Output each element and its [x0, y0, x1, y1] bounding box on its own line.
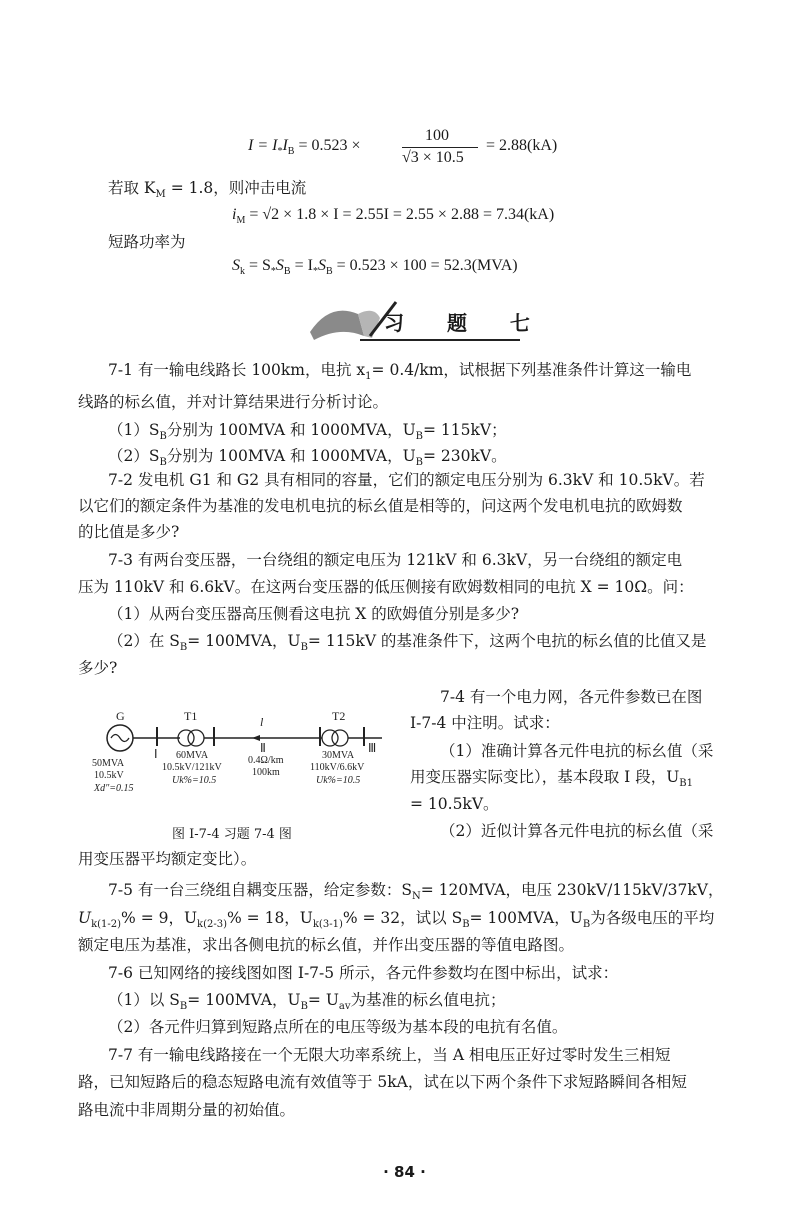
eq-val: = 0.523 ×	[298, 137, 361, 154]
sk-eq2: = I	[294, 257, 313, 274]
section-title: 习 题 七	[384, 311, 548, 335]
p74-line6: （2）近似计算各元件电抗的标幺值（采	[440, 822, 714, 840]
seg1-label: Ⅰ	[154, 747, 158, 761]
book-icon	[310, 311, 364, 340]
p71-item1: $(1)S_B$分别为 100MVA 和 1000MVA，$U_B= 115kV$；	[108, 421, 507, 443]
p71-line1: 7-1 有一输电线路长 100km，电抗 $x_1= 0.4/km$，试根据下列基准条件计算这一输电	[108, 361, 692, 383]
km-rest: = 1.8，则冲击电流	[170, 179, 307, 197]
p75-b6: 为各级电压的平均	[590, 909, 715, 927]
km-label: 若取 K	[108, 179, 156, 197]
t1-param-2: 10.5kV/121kV	[162, 762, 222, 773]
p73-line4: （2）在 $S_B= 100MVA$，$U_B= 115kV$ 的基准条件下，这两个电抗的标幺值的比值又是	[108, 632, 707, 654]
line-param-1: 0.4Ω/km	[248, 755, 284, 766]
t1-winding-b-icon	[188, 730, 204, 746]
eq-lhs: I = I	[248, 137, 278, 154]
p75-a2: = 120MVA，电压 230kV/115kV/37kV，	[420, 881, 724, 899]
p72-line3: 的比值是多少?	[78, 523, 180, 541]
equation-fraction-num: 100	[425, 127, 449, 144]
g-param-1: 50MVA	[92, 758, 125, 769]
line-param-2: 100km	[252, 767, 280, 778]
p71-1b: 分别为 100MVA 和 1000MVA，U	[166, 421, 416, 439]
p76-b4: 为基准的标幺值电抗；	[350, 991, 506, 1009]
p71-1c: = 115kV；	[423, 421, 507, 439]
page-number: · 84 ·	[383, 1163, 426, 1181]
equation-current: $I = I_*I_B = 0.523$ ×	[248, 137, 361, 158]
p74-line3: （1）准确计算各元件电抗的标幺值（采	[440, 742, 714, 760]
p74-d: 用变压器实际变比），基本段取 Ⅰ 段，U	[410, 768, 680, 786]
t2-label: T2	[332, 709, 346, 723]
g-label: G	[116, 709, 125, 723]
p75-line2: $U_{k(1-2)}\% = 9$，$U_{k(2-3)}\% = 18$，$U_{k(3-1)}\% = 32$，试以 $S_B= 100MVA$，$U_B$为各级电压的平均	[78, 909, 715, 931]
p71-line2: 线路的标幺值，并对计算结果进行分析讨论。	[78, 393, 389, 411]
t1-param-1: 60MVA	[176, 750, 209, 761]
line-label: l	[260, 715, 264, 729]
p76-b1: （1）以 S	[108, 991, 180, 1009]
seg2-label: Ⅱ	[260, 741, 266, 755]
short-circuit-power-intro: 短路功率为	[108, 233, 186, 251]
p71-2c: = 230kV。	[423, 447, 507, 465]
figure-caption: 图 Ⅰ-7-4 习题 7-4 图	[172, 827, 292, 842]
p75-line3: 额定电压为基准，求出各侧电抗的标幺值，并作出变压器的等值电路图。	[78, 936, 575, 954]
t2-param-2: 110kV/6.6kV	[310, 762, 365, 773]
arrow-icon	[252, 735, 260, 741]
circuit-diagram	[82, 700, 392, 810]
p75-b5: = 100MVA，U	[469, 909, 583, 927]
p73-line2: 压为 110kV 和 6.6kV。在这两台变压器的低压侧接有欧姆数相同的电抗 X = 10Ω。问：	[78, 578, 694, 596]
p75-b3: % = 18，U	[227, 909, 313, 927]
eq-mid: I	[282, 137, 288, 154]
p76-b3: = U	[307, 991, 339, 1009]
p74-line7: 用变压器平均额定变比）。	[78, 850, 257, 868]
km-line: 若取 $K_M = 1.8$，则冲击电流	[108, 179, 307, 201]
g-param-2: 10.5kV	[94, 770, 124, 781]
p71-b: = 0.4/km，试根据下列基准条件计算这一输电	[371, 361, 692, 379]
p76-line2: （1）以 $S_B= 100MVA$，$U_B= U_{av}$为基准的标幺值电抗；	[108, 991, 506, 1013]
sk-eq3: = 0.523 × 100 = 52.3(MVA)	[336, 257, 518, 274]
p71-item2: $(2)S_B$分别为 100MVA 和 1000MVA，$U_B= 230kV$。	[108, 447, 507, 469]
p76-b2: = 100MVA，U	[187, 991, 301, 1009]
g-param-3: Xd″=0.15	[94, 783, 134, 794]
p73-d3: = 115kV 的基准条件下，这两个电抗的标幺值的比值又是	[307, 632, 707, 650]
p76-line3: （2）各元件归算到短路点所在的电压等级为基本段的电抗有名值。	[108, 1018, 568, 1036]
p73-d1: （2）在 S	[108, 632, 180, 650]
p75-b2: % = 9，U	[121, 909, 198, 927]
p71-a: 7-1 有一输电线路长 100km，电抗 x	[108, 361, 366, 379]
t2-param-1: 30MVA	[322, 750, 355, 761]
p71-2b: 分别为 100MVA 和 1000MVA，U	[166, 447, 416, 465]
p73-line5: 多少?	[78, 659, 118, 677]
t1-label: T1	[184, 709, 198, 723]
equation-fraction-den: √3 × 10.5	[402, 149, 464, 166]
p75-line1: 7-5 有一台三绕组自耦变压器，给定参数：$S_N= 120MVA$，电压 230kV/115kV/37kV，	[108, 881, 724, 903]
t1-param-3: Uk%=10.5	[172, 775, 217, 786]
t2-winding-b-icon	[332, 730, 348, 746]
p74-line4: 用变压器实际变比），基本段取 Ⅰ 段，$U_{B1}$	[410, 768, 694, 790]
p75-a: 7-5 有一台三绕组自耦变压器，给定参数：S	[108, 881, 413, 899]
p73-d2: = 100MVA，U	[187, 632, 301, 650]
p73-line1: 7-3 有两台变压器，一台绕组的额定电压为 121kV 和 6.3kV，另一台绕组的额定电	[108, 551, 683, 569]
t2-param-3: Uk%=10.5	[316, 775, 361, 786]
p73-line3: （1）从两台变压器高压侧看这电抗 X 的欧姆值分别是多少?	[108, 605, 520, 623]
generator-wave-icon	[111, 735, 129, 742]
p77-line1: 7-7 有一输电线路接在一个无限大功率系统上，当 A 相电压正好过零时发生三相短	[108, 1046, 671, 1064]
im-eq: = √2 × 1.8 × I = 2.55I = 2.55 × 2.88 = 7.34(kA)	[249, 206, 555, 223]
p74-line5: = 10.5kV。	[410, 795, 499, 813]
p72-line1: 7-2 发电机 G1 和 G2 具有相同的容量，它们的额定电压分别为 6.3kV 和 10.5kV。若	[108, 471, 705, 489]
p76-line1: 7-6 已知网络的接线图如图 Ⅰ-7-5 所示，各元件参数均在图中标出，试求：	[108, 964, 619, 982]
sk-eq1: = S	[249, 257, 271, 274]
p75-b4: % = 32，试以 S	[342, 909, 463, 927]
equation-result: = 2.88(kA)	[486, 137, 558, 154]
p71-1a: （1）S	[108, 421, 160, 439]
p72-line2: 以它们的额定条件为基准的发电机电抗的标幺值是相等的，问这两个发电机电抗的欧姆数	[78, 497, 683, 515]
p77-line2: 路，已知短路后的稳态短路电流有效值等于 5kA，试在以下两个条件下求短路瞬间各相短	[78, 1073, 687, 1091]
t1-winding-a-icon	[178, 730, 194, 746]
t2-winding-a-icon	[322, 730, 338, 746]
impulse-current-eq: $i_M = √2 \times 1.8 \times I = 2.55I = 2.55 \times 2.88 = 7.34(kA)$	[232, 206, 555, 227]
p77-line3: 路电流中非周期分量的初始值。	[78, 1101, 296, 1119]
p74-line1: 7-4 有一个电力网，各元件参数已在图	[440, 688, 703, 706]
p75-b1: U	[78, 909, 92, 927]
p71-2a: （2）S	[108, 447, 160, 465]
seg3-label: Ⅲ	[368, 741, 377, 755]
short-circuit-power-eq: $S_k = S_*S_B = I_*S_B = 0.523 \times 100 = 52.3(MVA)$	[232, 257, 518, 278]
p74-line2: Ⅰ-7-4 中注明。试求：	[410, 714, 560, 732]
